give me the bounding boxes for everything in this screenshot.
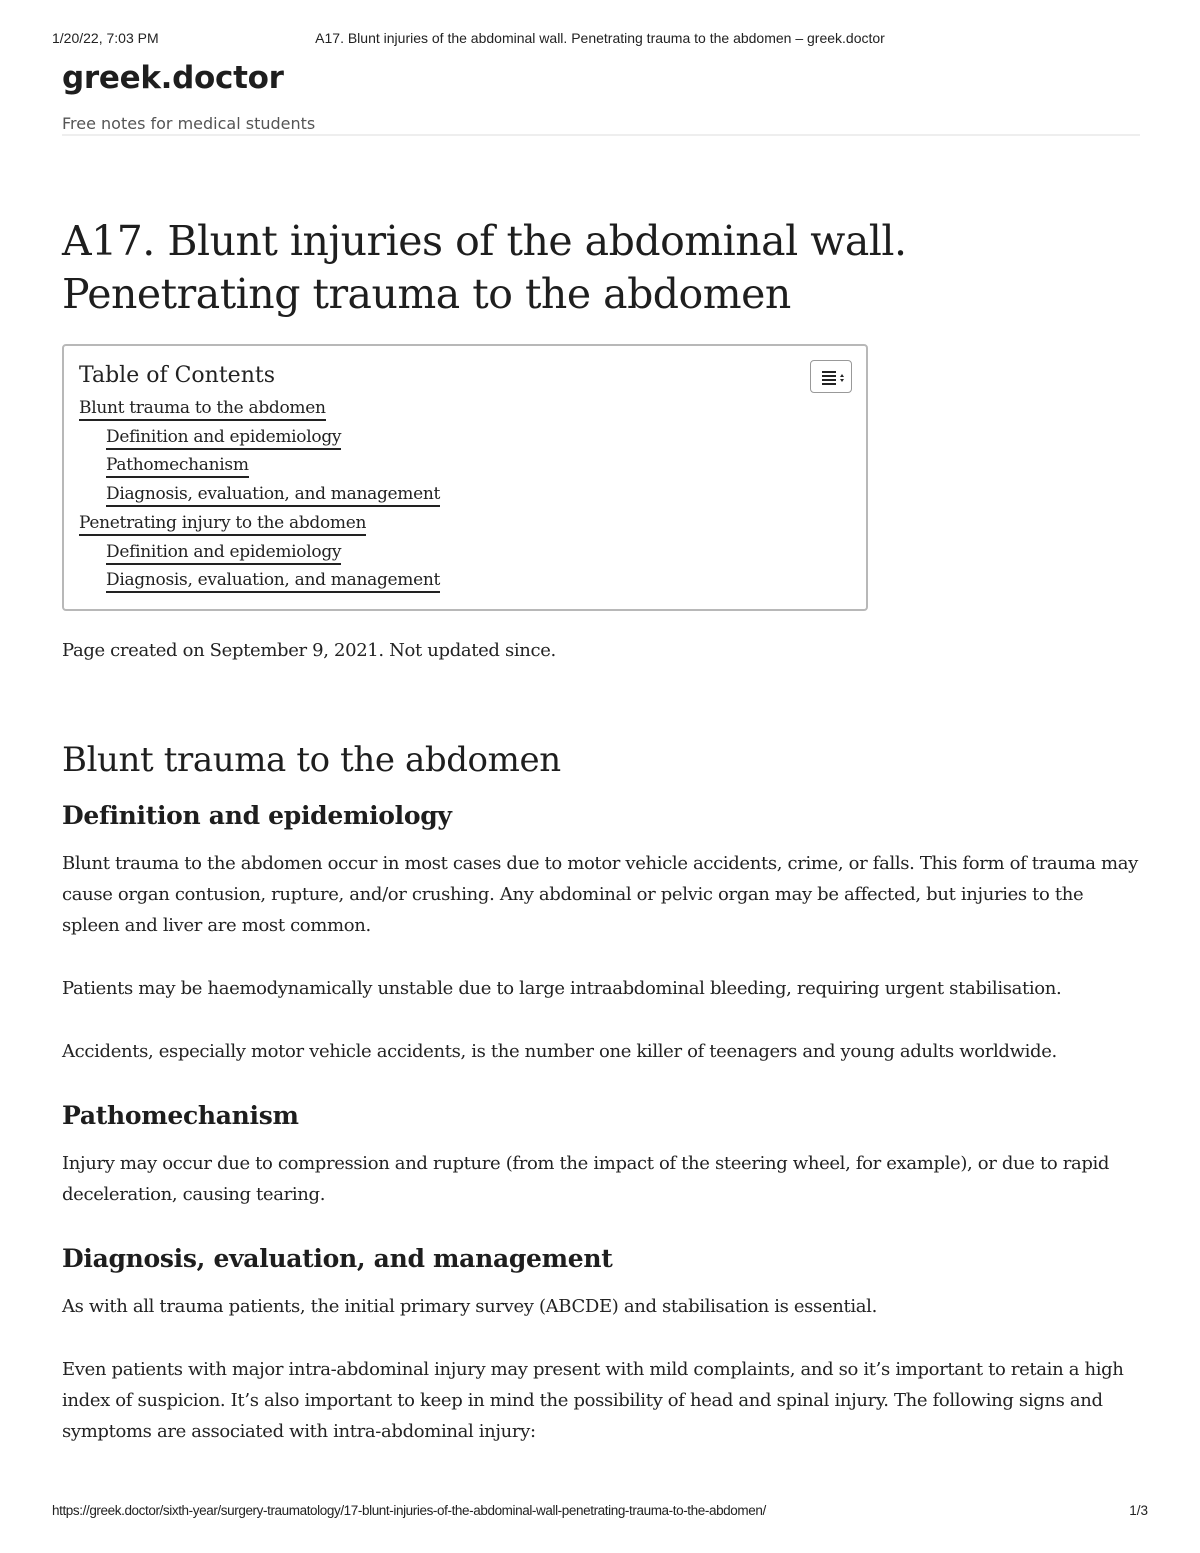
site-header — [62, 60, 1140, 133]
paragraph-pathomechanism: Injury may occur due to compression and rupture (from the impact of the steering wheel, for example), or due to rapid deceleration, causing tearing. — [62, 1152, 1110, 1205]
print-datetime: 1/20/22, 7:03 PM — [52, 30, 159, 46]
print-header — [52, 30, 1148, 50]
toc-item — [79, 509, 850, 538]
paragraph-definition-3: Accidents, especially motor vehicle accidents, is the number one killer of teenagers and young adults worldwide. — [62, 1040, 1057, 1062]
toc-link-definition-1[interactable]: Definition and epidemiology — [106, 427, 341, 450]
paragraph-diagnosis-1: As with all trauma patients, the initial primary survey (ABCDE) and stabilisation is essential. — [62, 1295, 877, 1317]
sort-arrow-down-icon — [840, 379, 844, 382]
print-page-title: A17. Blunt injuries of the abdominal wall. Penetrating trauma to the abdomen – greek.doctor — [315, 30, 885, 46]
toc-title: Table of Contents — [79, 363, 276, 388]
toc-link-penetrating-injury[interactable]: Penetrating injury to the abdomen — [79, 513, 366, 536]
toc-list — [79, 394, 850, 595]
paragraph-definition-1: Blunt trauma to the abdomen occur in most cases due to motor vehicle accidents, crime, or falls. This form of trauma may cause organ contusion, rupture, and/or crushing. Any abdominal or pelvic organ may be affected, but injuries to the spleen and liver are most common. — [62, 852, 1138, 936]
article — [62, 215, 1140, 1447]
print-url: https://greek.doctor/sixth-year/surgery-traumatology/17-blunt-injuries-of-the-abdominal-wall-penetrating-trauma-to-the-abdomen/ — [52, 1503, 766, 1518]
toc-item — [79, 423, 850, 452]
toc-link-diagnosis-2[interactable]: Diagnosis, evaluation, and management — [106, 570, 440, 593]
toc-link-blunt-trauma[interactable]: Blunt trauma to the abdomen — [79, 398, 326, 421]
page-title — [62, 215, 1140, 321]
print-footer — [52, 1503, 1148, 1523]
toc-item — [79, 394, 850, 423]
toc-link-diagnosis-1[interactable]: Diagnosis, evaluation, and management — [106, 484, 440, 507]
toc-item — [79, 538, 850, 567]
section-heading-blunt-trauma: Blunt trauma to the abdomen — [62, 739, 561, 780]
site-tagline: Free notes for medical students — [62, 114, 316, 133]
header-divider — [62, 134, 1140, 136]
site-title-link[interactable]: greek.doctor — [62, 60, 284, 96]
page-title-line2: Penetrating trauma to the abdomen — [62, 270, 791, 318]
subheading-diagnosis: Diagnosis, evaluation, and management — [62, 1243, 613, 1273]
subheading-definition: Definition and epidemiology — [62, 800, 452, 830]
toc-link-pathomechanism[interactable]: Pathomechanism — [106, 455, 249, 478]
toc-toggle-button[interactable] — [810, 360, 852, 393]
toc-item — [79, 451, 850, 480]
paragraph-definition-2: Patients may be haemodynamically unstable due to large intraabdominal bleeding, requiring urgent stabilisation. — [62, 977, 1062, 999]
toc-link-definition-2[interactable]: Definition and epidemiology — [106, 542, 341, 565]
subheading-pathomechanism: Pathomechanism — [62, 1100, 299, 1130]
toc-item — [79, 480, 850, 509]
sort-arrow-up-icon — [840, 374, 844, 377]
page-number: 1/3 — [1129, 1503, 1148, 1518]
page-meta: Page created on September 9, 2021. Not updated since. — [62, 639, 556, 661]
table-of-contents — [62, 344, 868, 611]
toc-item — [79, 566, 850, 595]
page-title-line1: A17. Blunt injuries of the abdominal wall. — [62, 217, 907, 265]
paragraph-diagnosis-2: Even patients with major intra-abdominal injury may present with mild complaints, and so it’s important to retain a high index of suspicion. It’s also important to keep in mind the possibility of head and spinal injury. The following signs and symptoms are associated with intra-abdominal injury: — [62, 1358, 1124, 1442]
list-toggle-icon — [822, 371, 836, 387]
